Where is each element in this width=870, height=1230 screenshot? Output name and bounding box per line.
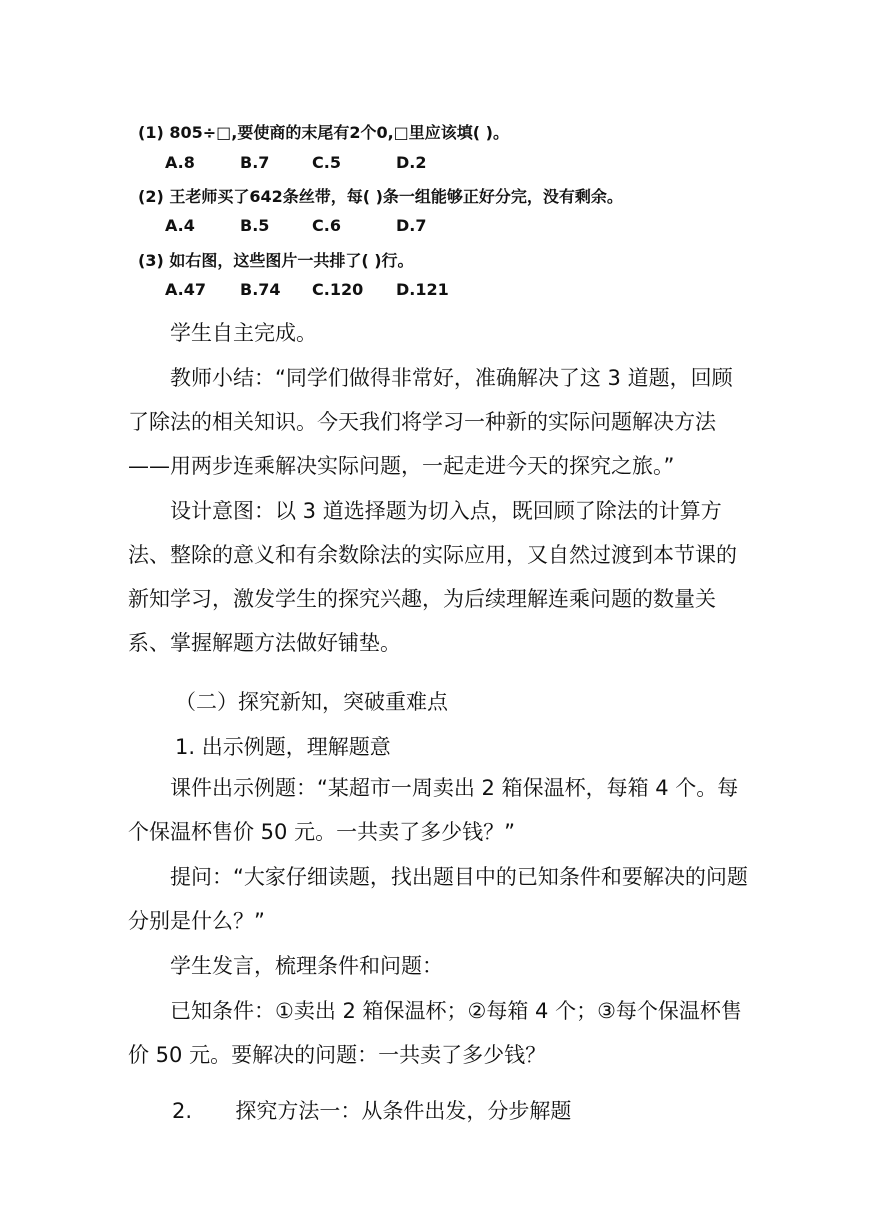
q2-option-a: A.4 [165,216,195,235]
q2-option-d: D.7 [396,216,427,235]
question-1-options [165,153,427,172]
q1-option-b: B.7 [240,153,270,172]
q3-option-b: B.74 [240,280,281,299]
subheading-example: 1. 出示例题，理解题意 [175,735,391,759]
body-text-2 [128,766,748,1077]
paragraph-teacher-summary: 教师小结：“同学们做得非常好，准确解决了这 3 道题，回顾了除法的相关知识。今天我们将学习一种新的实际问题解决方法——用两步连乘解决实际问题，一起走进今天的探究之旅。” [128,366,733,478]
q3-option-c: C.120 [312,280,364,299]
question-2-options [165,216,427,235]
subheading-method-one [172,1095,571,1125]
question-2-stem: (2) 王老师买了642条丝带，每( )条一组能够正好分完，没有剩余。 [138,187,623,206]
question-3-options [165,280,449,299]
question-3-stem: (3) 如右图，这些图片一共排了( )行。 [138,251,414,270]
subheading-number: 2. [172,1099,193,1123]
paragraph-student-complete: 学生自主完成。 [170,321,317,345]
paragraph-example-problem: 课件出示例题：“某超市一周卖出 2 箱保温杯，每箱 4 个。每个保温杯售价 50 元。一共卖了多少钱？” [128,776,739,844]
paragraph-design-intent: 设计意图：以 3 道选择题为切入点，既回顾了除法的计算方法、整除的意义和有余数除法的实际应用，又自然过渡到本节课的新知学习，激发学生的探究兴趣，为后续理解连乘问题的数量关系、掌握解题方法做好铺垫。 [128,499,737,655]
q1-option-d: D.2 [396,153,427,172]
paragraph-known-conditions: 已知条件：①卖出 2 箱保温杯；②每箱 4 个；③每个保温杯售价 50 元。要解决的问题：一共卖了多少钱？ [128,999,742,1067]
q2-option-b: B.5 [240,216,270,235]
section-heading: （二）探究新知，突破重难点 [175,690,448,714]
subheading-text: 探究方法一：从条件出发，分步解题 [235,1099,572,1123]
paragraph-student-speak: 学生发言，梳理条件和问题： [170,954,443,978]
q1-option-c: C.5 [312,153,341,172]
question-1-stem: (1) 805÷□,要使商的末尾有2个0,□里应该填( )。 [138,123,509,142]
q1-option-a: A.8 [165,153,195,172]
q3-option-d: D.121 [396,280,449,299]
q3-option-a: A.47 [165,280,207,299]
body-text [128,311,748,665]
paragraph-question: 提问：“大家仔细读题，找出题目中的已知条件和要解决的问题分别是什么？” [128,865,748,933]
q2-option-c: C.6 [312,216,341,235]
